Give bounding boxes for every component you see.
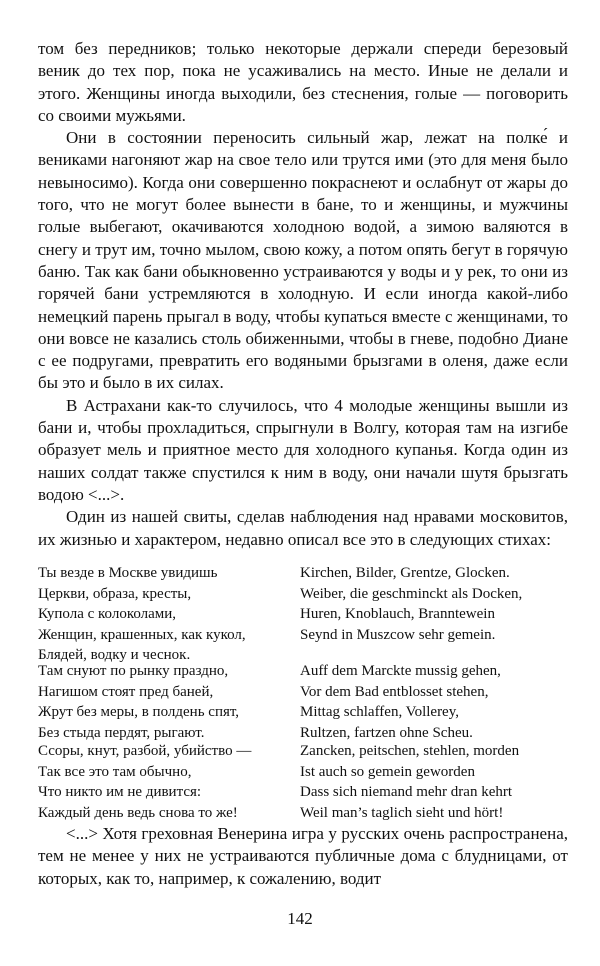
poem-line: Huren, Knoblauch, Branntewein [300,606,495,622]
poem-line: Там снуют по рынку праздно, [38,663,229,679]
paragraph: Они в состоянии переносить сильный жар, лежат на полке́ и вениками нагоняют жар на свое тело или трутся ими (это для меня было невыносимо). Когда они совершенно покраснеют и ослабнут от жары до того, что не могут более вынести в бане, то и женщины, и мужчины голые выбегают, окачиваются холодною водой, а зимою валяются в снегу и трут им, точно мылом, свою кожу, а потом опять бегут в горячую баню. Так как бани обыкновенно устраиваются у воды и у рек, то они из горячей бани устремляются в холодную. И если иногда какой-либо немецкий парень прыгал в воду, чтобы купаться вместе с женщинами, то они вовсе не казались столь обиженными, чтобы в гневе, подобно Диане с ее подругами, превратить его водяными брызгами в оленя, даже если бы это и было в их силах. [38,128,568,393]
paragraph: В Астрахани как-то случилось, что 4 молодые женщины вышли из бани и, чтобы прохладиться, спрыгнули в Волгу, которая там на изгибе образует мель и приятное место для холодного купанья. Когда один из наших солдат также спустился к ним в воду, они начали шутя брызгать водою <...>. [38,395,568,504]
poem-line: Жрут без меры, в полдень спят, [38,704,240,720]
poem-russian-column [38,563,298,666]
poem-line: Mittag schlaffen, Vollerey, [300,704,459,720]
poem-german-column [300,741,580,823]
poem-line: Блядей, водку и чеснок. [38,647,191,663]
poem-line: Купола с колоколами, [38,606,177,622]
poem-line: Церкви, образа, кресты, [38,585,192,602]
poem-line: Женщин, крашенных, как кукол, [38,626,246,643]
poem-line: Seynd in Muszcow sehr gemein. [300,626,496,643]
poem-russian-column [38,661,298,743]
paragraph: том без передников; только некоторые держали спереди березовый веник до тех пор, пока не усаживались на место. Иные не делали и этого. Женщины иногда выходили, без стеснения, голые — поговорить со своими мужьями. [38,39,568,125]
poem-line: Ссоры, кнут, разбой, убийство — [38,743,252,759]
poem-line: Rultzen, fartzen ohne Scheu. [300,724,473,741]
poem-line: Auff dem Marckte mussig gehen, [300,663,501,679]
poem-line: Zancken, peitschen, stehlen, morden [300,743,520,759]
prose-text [38,38,568,551]
poem-line: Каждый день ведь снова то же! [38,804,238,821]
poem-german-column [300,661,580,743]
poem-line: Kirchen, Bilder, Grentze, Glocken. [300,565,510,581]
poem-line: Weiber, die geschminckt als Docken, [300,585,523,602]
closing-paragraph [38,823,568,890]
page-number: 142 [287,909,313,928]
poem-line: Что никто им не дивится: [38,784,202,800]
poem-line: Vor dem Bad entblosset stehen, [300,683,489,700]
paragraph: Один из нашей свиты, сделав наблюдения над нравами московитов, их жизнью и характером, недавно описал все это в следующих стихах: [38,507,568,549]
poem-line: Без стыда пердят, рыгают. [38,724,205,741]
poem-line: Так все это там обычно, [38,763,192,780]
poem-line: Ты везде в Москве увидишь [38,565,218,581]
poem-german-column [300,563,580,645]
poem-line: Нагишом стоят пред баней, [38,683,214,700]
poem-line: Dass sich niemand mehr dran kehrt [300,784,513,800]
poem-line: Weil man’s taglich sieht und hört! [300,804,504,821]
poem-line: Ist auch so gemein geworden [300,763,475,780]
closing-text: <...> Хотя греховная Венерина игра у русских очень распространена, тем не менее у них не устраиваются публичные дома с блудницами, от которых, как то, например, к сожалению, водит [38,824,568,888]
poem-russian-column [38,741,298,823]
